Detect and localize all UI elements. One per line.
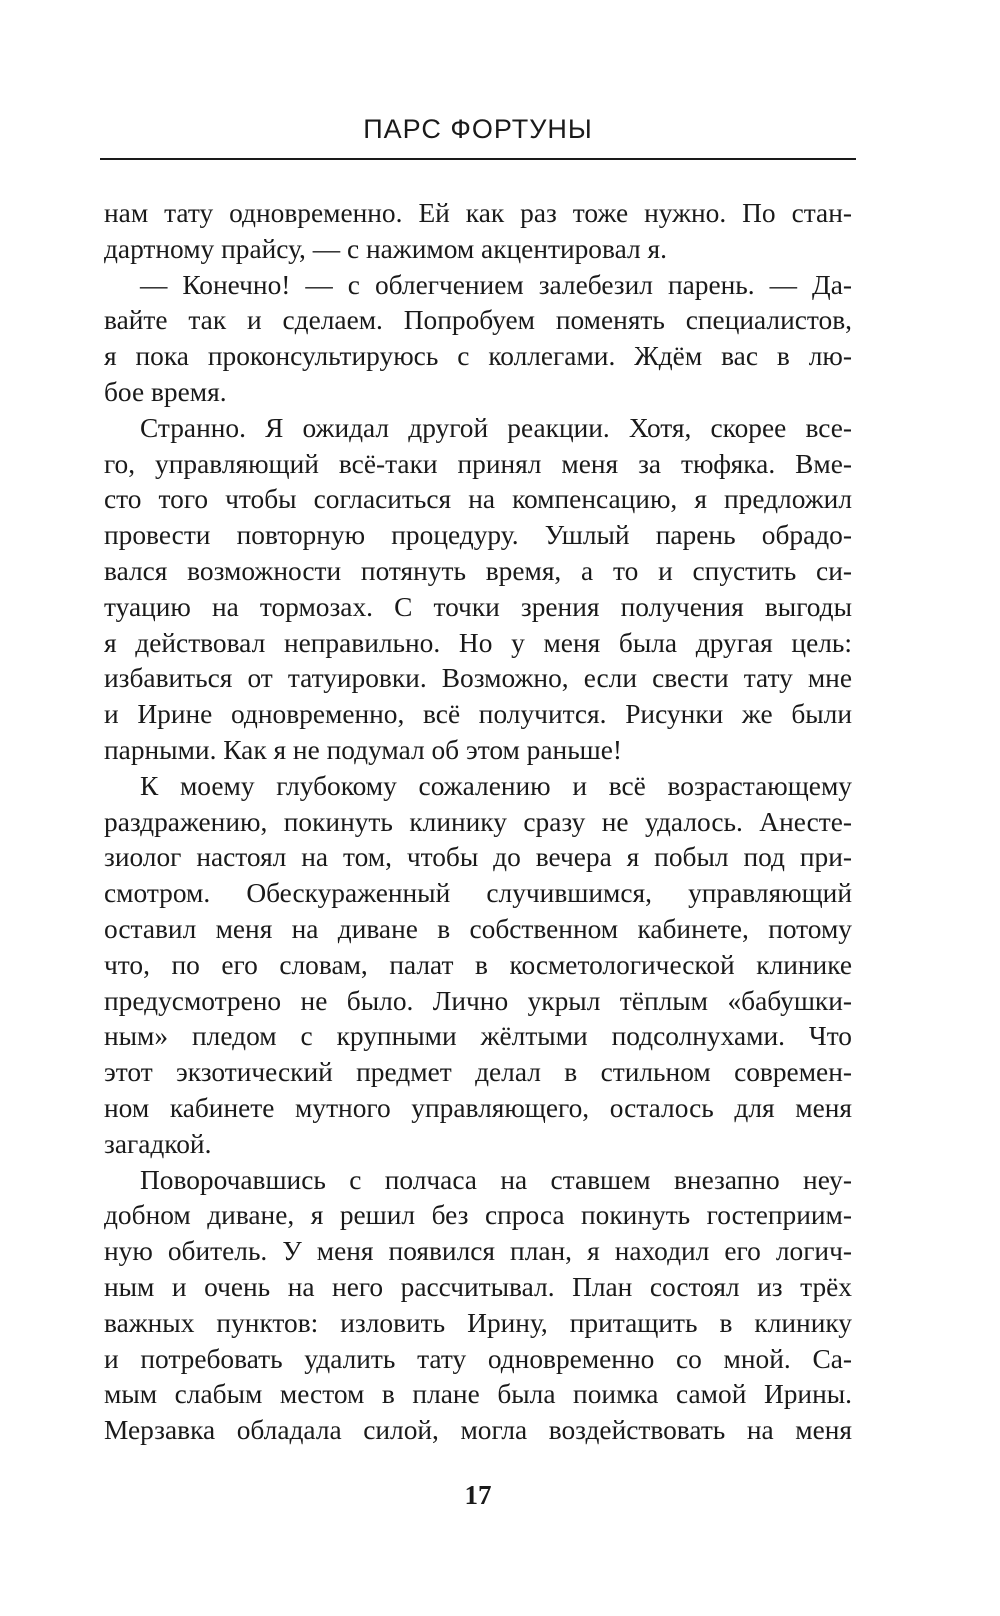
text-line: Мерзавка обладала силой, могла воздействовать на меня bbox=[104, 1415, 852, 1446]
text-line: добном диване, я решил без спроса покинуть гостеприим- bbox=[104, 1200, 852, 1231]
text-line: Странно. Я ожидал другой реакции. Хотя, скорее все- bbox=[140, 412, 852, 443]
text-line: ном кабинете мутного управляющего, осталось для меня bbox=[104, 1092, 852, 1123]
text-line: го, управляющий всё-таки принял меня за тюфяка. Вме- bbox=[104, 448, 852, 479]
text-line: оставил меня на диване в собственном кабинете, потому bbox=[104, 913, 852, 944]
text-line: вался возможности потянуть время, а то и спустить си- bbox=[104, 555, 852, 586]
text-line: провести повторную процедуру. Ушлый парень обрадо- bbox=[104, 520, 852, 551]
text-line: этот экзотический предмет делал в стильном современ- bbox=[104, 1057, 852, 1088]
header-rule bbox=[100, 158, 856, 160]
text-line: я действовал неправильно. Но у меня была другая цель: bbox=[104, 627, 852, 658]
text-line: ным и очень на него рассчитывал. План состоял из трёх bbox=[104, 1271, 852, 1302]
text-line: я пока проконсультируюсь с коллегами. Ждём вас в лю- bbox=[104, 341, 852, 372]
text-line: бое время. bbox=[104, 376, 227, 407]
text-line: Поворочавшись с полчаса на ставшем внезапно неу- bbox=[140, 1164, 852, 1195]
text-line: загадкой. bbox=[104, 1128, 212, 1159]
text-line: дартному прайсу, — с нажимом акцентировал я. bbox=[104, 233, 667, 264]
text-line: вайте так и сделаем. Попробуем поменять специалистов, bbox=[104, 305, 852, 336]
text-line: смотром. Обескураженный случившимся, управляющий bbox=[104, 878, 852, 909]
text-line: нам тату одновременно. Ей как раз тоже нужно. По стан- bbox=[104, 198, 852, 228]
running-title: ПАРС ФОРТУНЫ bbox=[363, 114, 593, 144]
text-line: ным» пледом с крупными жёлтыми подсолнухами. Что bbox=[104, 1021, 852, 1052]
text-line: — Конечно! — с облегчением залебезил парень. — Да- bbox=[140, 269, 852, 300]
text-line: ную обитель. У меня появился план, я находил его логич- bbox=[104, 1236, 852, 1267]
text-line: туацию на тормозах. С точки зрения получения выгоды bbox=[104, 591, 852, 622]
text-line: избавиться от татуировки. Возможно, если свести тату мне bbox=[104, 663, 852, 694]
text-line: раздражению, покинуть клинику сразу не удалось. Анесте- bbox=[104, 806, 852, 837]
text-line: важных пунктов: изловить Ирину, притащить в клинику bbox=[104, 1307, 852, 1338]
text-line: и Ирине одновременно, всё получится. Рисунки же были bbox=[104, 699, 852, 730]
body-text bbox=[104, 196, 852, 1449]
page-number: 17 bbox=[464, 1480, 492, 1510]
text-line: К моему глубокому сожалению и всё возрастающему bbox=[140, 770, 852, 801]
text-line: предусмотрено не было. Лично укрыл тёплым «бабушки- bbox=[104, 985, 852, 1016]
text-line: что, по его словам, палат в косметологической клинике bbox=[104, 949, 852, 980]
text-line: сто того чтобы согласиться на компенсацию, я предложил bbox=[104, 484, 852, 515]
text-line: зиолог настоял на том, чтобы до вечера я побыл под при- bbox=[104, 842, 852, 873]
text-line: парными. Как я не подумал об этом раньше! bbox=[104, 734, 623, 765]
text-line: и потребовать удалить тату одновременно со мной. Са- bbox=[104, 1343, 852, 1374]
text-line: мым слабым местом в плане была поимка самой Ирины. bbox=[104, 1379, 852, 1410]
